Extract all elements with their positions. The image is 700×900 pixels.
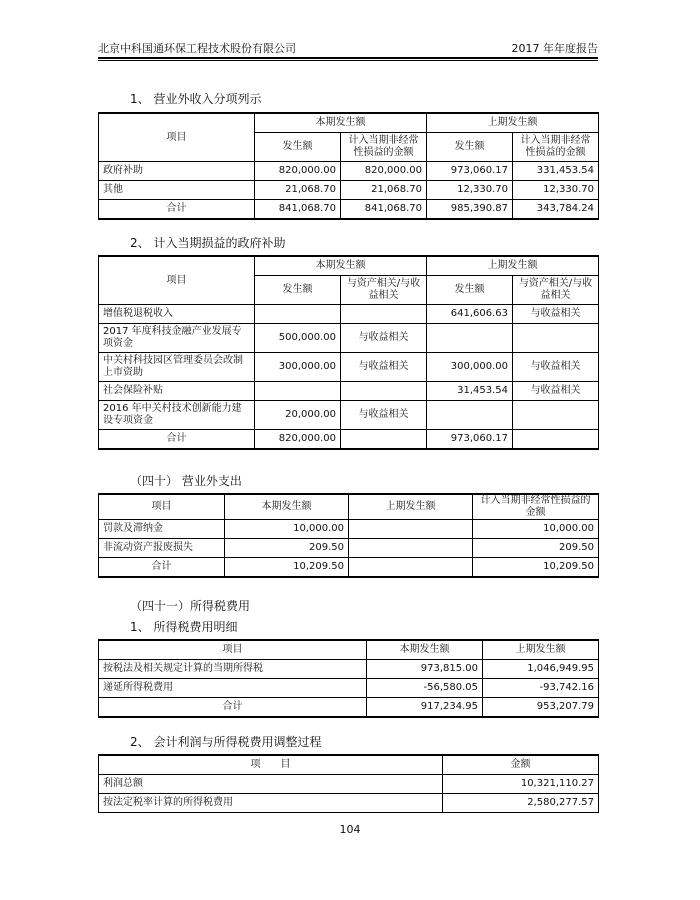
cell-value: 841,068.70: [255, 200, 341, 220]
subsection-title-tax-reconciliation: 2、 会计利润与所得税费用调整过程: [130, 735, 322, 749]
cell-value: 820,000.00: [255, 162, 341, 181]
header-current-period: 本期发生额: [255, 256, 427, 276]
header-item: 项目: [99, 640, 367, 660]
cell-value: [341, 382, 427, 401]
table-row-total: [99, 698, 599, 718]
cell-value: 与收益相关: [513, 382, 599, 401]
cell-value: 641,606.63: [427, 305, 513, 324]
cell-value: [513, 324, 599, 353]
cell-value: [513, 430, 599, 450]
cell-value: 343,784.24: [513, 200, 599, 220]
row-label: 政府补助: [99, 162, 255, 181]
table-row: [99, 401, 599, 430]
row-label: 其他: [99, 181, 255, 200]
header-item: 项目: [99, 494, 225, 520]
section-title-income-tax: （四十一）所得税费用: [130, 599, 251, 613]
row-label: 社会保险补贴: [99, 382, 255, 401]
header-amount: 金额: [443, 755, 599, 775]
row-label: 利润总额: [99, 775, 443, 794]
header-rule-thin: [98, 60, 598, 61]
table-row-total: [99, 430, 599, 450]
cell-value: 与收益相关: [513, 305, 599, 324]
header-amount: 发生额: [255, 133, 341, 162]
table-row: [99, 679, 599, 698]
cell-value: 10,209.50: [473, 558, 599, 578]
cell-value: 12,330.70: [513, 181, 599, 200]
cell-value: 209.50: [473, 539, 599, 558]
table-row: [99, 305, 599, 324]
header-nonrecurring: 计入当期非经常性损益的金额: [341, 133, 427, 162]
header-nonrecurring: 计入当期非经常性损益的金额: [473, 494, 599, 520]
table-row: [99, 382, 599, 401]
header-current-period: 本期发生额: [255, 113, 427, 133]
cell-value: 500,000.00: [255, 324, 341, 353]
cell-value: [255, 305, 341, 324]
tax-reconciliation-table: [98, 754, 599, 813]
cell-value: 与收益相关: [341, 401, 427, 430]
header-current-period: 本期发生额: [367, 640, 483, 660]
cell-value: 21,068.70: [341, 181, 427, 200]
row-label: 按税法及相关规定计算的当期所得税: [99, 660, 367, 679]
section-title-nonoperating-income: 1、 营业外收入分项列示: [130, 92, 262, 106]
cell-value: 820,000.00: [255, 430, 341, 450]
cell-value: 20,000.00: [255, 401, 341, 430]
cell-value: [341, 430, 427, 450]
table-row: [99, 660, 599, 679]
cell-value: [513, 401, 599, 430]
cell-value: 953,207.79: [483, 698, 599, 718]
cell-value: 10,209.50: [225, 558, 349, 578]
cell-value: 10,000.00: [473, 520, 599, 539]
company-name: 北京中科国通环保工程技术股份有限公司: [98, 42, 296, 55]
cell-value: 973,815.00: [367, 660, 483, 679]
header-rule: [98, 57, 598, 59]
table-row: [99, 162, 599, 181]
cell-value: 1,046,949.95: [483, 660, 599, 679]
table-row: [99, 181, 599, 200]
table-row: [99, 539, 599, 558]
header-asset-income-related: 与资产相关/与收益相关: [513, 276, 599, 305]
cell-value: 331,453.54: [513, 162, 599, 181]
cell-value: 820,000.00: [341, 162, 427, 181]
header-amount: 发生额: [427, 276, 513, 305]
section-title-government-grants: 2、 计入当期损益的政府补助: [130, 236, 286, 250]
cell-value: 10,321,110.27: [443, 775, 599, 794]
row-label: 2016 年中关村技术创新能力建设专项资金: [99, 401, 255, 430]
report-title: 2017 年年度报告: [511, 42, 598, 55]
cell-value: 与收益相关: [341, 324, 427, 353]
header-item: 项 目: [99, 755, 443, 775]
cell-value: [427, 324, 513, 353]
row-label: 增值税退税收入: [99, 305, 255, 324]
row-label: 非流动资产报废损失: [99, 539, 225, 558]
row-label: 中关村科技园区管理委员会改制上市资助: [99, 353, 255, 382]
row-label: 递延所得税费用: [99, 679, 367, 698]
header-prior-period: 上期发生额: [427, 113, 599, 133]
cell-value: 209.50: [225, 539, 349, 558]
row-label: 合计: [99, 200, 255, 220]
section-title-nonoperating-expenses: （四十） 营业外支出: [130, 474, 242, 488]
cell-value: [349, 539, 473, 558]
cell-value: 2,580,277.57: [443, 794, 599, 813]
cell-value: -56,580.05: [367, 679, 483, 698]
header-prior-period: 上期发生额: [427, 256, 599, 276]
cell-value: 841,068.70: [341, 200, 427, 220]
header-prior-period: 上期发生额: [483, 640, 599, 660]
header-amount: 发生额: [255, 276, 341, 305]
cell-value: 917,234.95: [367, 698, 483, 718]
cell-value: 与收益相关: [513, 353, 599, 382]
header-item: 项目: [99, 256, 255, 305]
table-row-total: [99, 200, 599, 220]
cell-value: 300,000.00: [255, 353, 341, 382]
header-item: 项目: [99, 113, 255, 162]
table-row: [99, 794, 599, 813]
cell-value: 12,330.70: [427, 181, 513, 200]
cell-value: [427, 401, 513, 430]
cell-value: 与收益相关: [341, 353, 427, 382]
cell-value: [255, 382, 341, 401]
cell-value: 21,068.70: [255, 181, 341, 200]
cell-value: 31,453.54: [427, 382, 513, 401]
nonoperating-expenses-table: [98, 493, 599, 578]
header-current-period: 本期发生额: [225, 494, 349, 520]
nonoperating-income-table: [98, 112, 599, 220]
cell-value: 300,000.00: [427, 353, 513, 382]
cell-value: 973,060.17: [427, 162, 513, 181]
table-row: [99, 353, 599, 382]
cell-value: -93,742.16: [483, 679, 599, 698]
cell-value: [349, 558, 473, 578]
cell-value: 985,390.87: [427, 200, 513, 220]
header-nonrecurring: 计入当期非经常性损益的金额: [513, 133, 599, 162]
row-label: 罚款及滞纳金: [99, 520, 225, 539]
row-label: 2017 年度科技金融产业发展专项资金: [99, 324, 255, 353]
table-row: [99, 775, 599, 794]
cell-value: [349, 520, 473, 539]
header-amount: 发生额: [427, 133, 513, 162]
row-label: 合计: [99, 430, 255, 450]
row-label: 合计: [99, 698, 367, 718]
table-row-total: [99, 558, 599, 578]
income-tax-detail-table: [98, 639, 599, 718]
row-label: 按法定税率计算的所得税费用: [99, 794, 443, 813]
table-row: [99, 324, 599, 353]
government-grants-table: [98, 255, 599, 450]
row-label: 合计: [99, 558, 225, 578]
cell-value: [341, 305, 427, 324]
header-prior-period: 上期发生额: [349, 494, 473, 520]
page-number: 104: [339, 823, 361, 836]
table-row: [99, 520, 599, 539]
header-asset-income-related: 与资产相关/与收益相关: [341, 276, 427, 305]
subsection-title-tax-detail: 1、 所得税费用明细: [130, 620, 238, 634]
cell-value: 973,060.17: [427, 430, 513, 450]
cell-value: 10,000.00: [225, 520, 349, 539]
